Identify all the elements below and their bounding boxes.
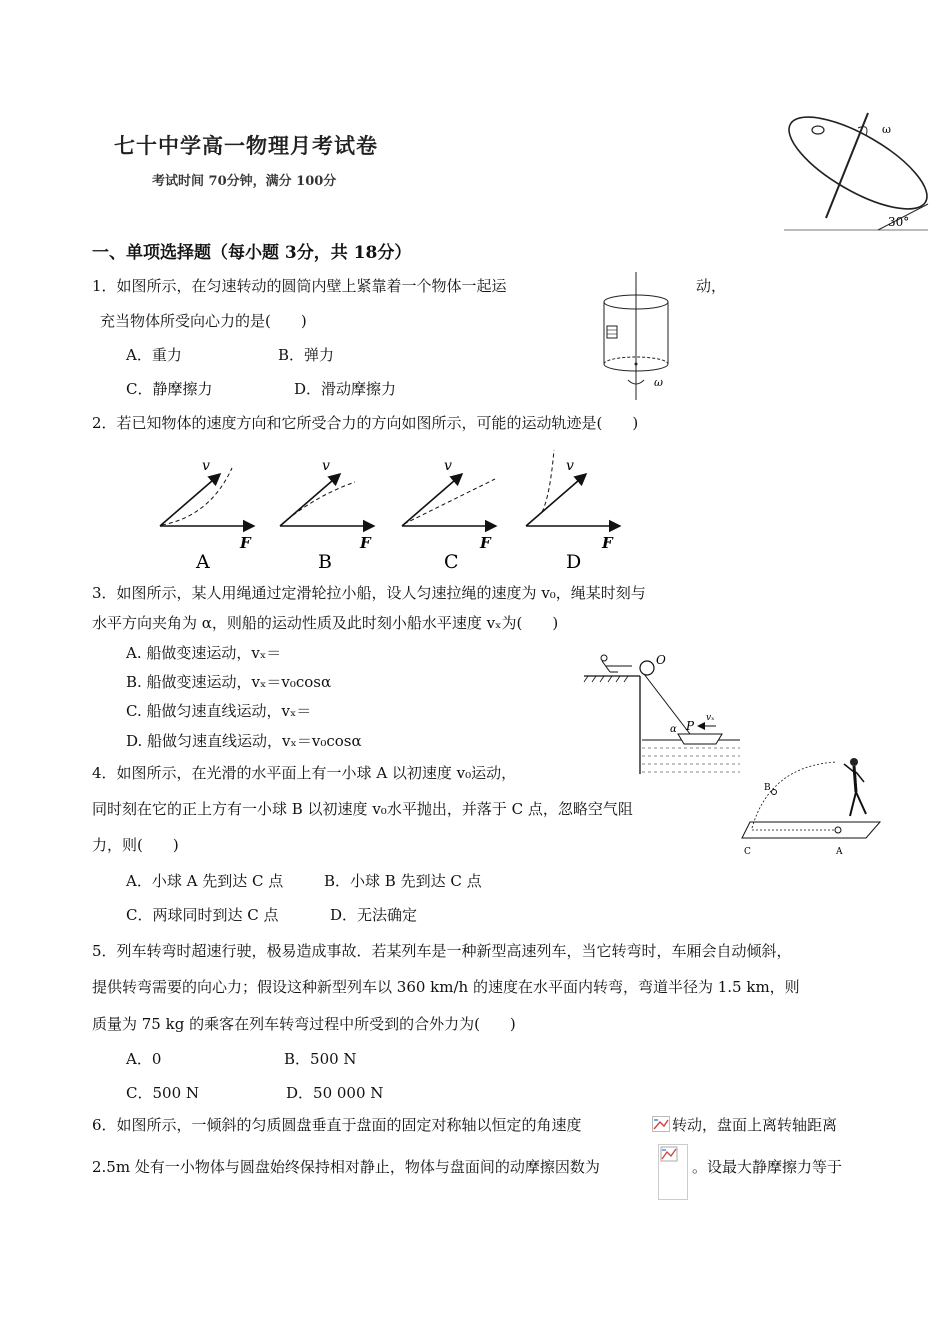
q3-option-d: D. 船做匀速直线运动，vₓ＝v₀cosα: [126, 732, 362, 750]
option-c-diagram: [402, 458, 496, 573]
q5-stem-line3: 质量为 75 kg 的乘客在列车转弯过程中所受到的合外力为( ): [92, 1015, 516, 1033]
velocity-label: v: [566, 458, 574, 474]
q3-option-a: A. 船做变速运动，vₓ＝: [126, 644, 282, 662]
q3-option-b: B. 船做变速运动，vₓ＝v₀cosα: [126, 673, 332, 691]
projectile-figure: [740, 756, 890, 856]
q3-stem-line1: 3．如图所示，某人用绳通过定滑轮拉小船，设人匀速拉绳的速度为 v₀，绳某时刻与: [92, 584, 646, 602]
broken-image-icon: [658, 1144, 688, 1200]
point-c-label: C: [744, 847, 751, 856]
force-label: F: [360, 534, 371, 552]
q1-stem-line1: 1．如图所示，在匀速转动的圆筒内壁上紧靠着一个物体一起运: [92, 277, 507, 295]
ball-b-label: B: [764, 783, 771, 793]
q2-stem: 2．若已知物体的速度方向和它所受合力的方向如图所示，可能的运动轨迹是( ): [92, 414, 639, 432]
q4-stem-line2: 同时刻在它的正上方有一小球 B 以初速度 v₀水平抛出，并落于 C 点，忽略空气阻: [92, 800, 633, 818]
option-c-label: C: [444, 551, 459, 573]
q3-option-c: C. 船做匀速直线运动，vₓ＝: [126, 702, 312, 720]
force-label: F: [602, 534, 613, 552]
q5-option-d: D．50 000 N: [286, 1084, 384, 1102]
q4-option-c: C．两球同时到达 C 点: [126, 906, 279, 924]
tilted-disc-figure: [778, 108, 938, 238]
angle-label: 30°: [888, 215, 910, 229]
q6-stem-line1-end: 转动，盘面上离转轴距离: [672, 1116, 838, 1134]
force-label: F: [240, 534, 251, 552]
q5-option-c: C．500 N: [126, 1084, 200, 1102]
vx-label: vₓ: [706, 713, 715, 723]
q5-option-b: B．500 N: [284, 1050, 357, 1068]
q4-option-d: D．无法确定: [330, 906, 418, 924]
option-a-diagram: [160, 458, 254, 573]
boat-pulley-figure: [582, 650, 742, 778]
q1-stem-line1-end: 动，: [696, 277, 727, 295]
option-b-label: B: [318, 551, 332, 573]
point-a-label: A: [836, 847, 843, 856]
force-label: F: [480, 534, 491, 552]
boat-point-label: P: [686, 719, 695, 733]
q1-option-d: D．滑动摩擦力: [294, 380, 397, 398]
q1-option-b: B．弹力: [278, 346, 335, 364]
q1-option-c: C．静摩擦力: [126, 380, 213, 398]
option-d-diagram: [526, 450, 620, 573]
q6-stem-line1: 6．如图所示，一倾斜的匀质圆盘垂直于盘面的固定对称轴以恒定的角速度: [92, 1116, 582, 1134]
q4-stem-line1: 4．如图所示，在光滑的水平面上有一小球 A 以初速度 v₀运动，: [92, 764, 517, 782]
velocity-label: v: [202, 458, 210, 474]
option-d-label: D: [566, 551, 582, 573]
q5-stem-line2: 提供转弯需要的向心力；假设这种新型列车以 360 km/h 的速度在水平面内转弯，弯道半径为 1.5 km，则: [92, 978, 800, 996]
q4-stem-line3: 力，则( ): [92, 836, 179, 854]
option-a-label: A: [196, 551, 210, 573]
q6-stem-line2-end: 。设最大静摩擦力等于: [692, 1158, 843, 1176]
q4-option-a: A．小球 A 先到达 C 点: [126, 872, 284, 890]
q5-stem-line1: 5．列车转弯时超速行驶，极易造成事故．若某列车是一种新型高速列车，当它转弯时，车厢会自动倾斜，: [92, 942, 792, 960]
q4-option-b: B．小球 B 先到达 C 点: [324, 872, 482, 890]
rotating-cylinder-figure: [596, 272, 696, 402]
angle-alpha-label: α: [670, 724, 677, 735]
trajectory-options-figure: [150, 446, 630, 576]
page-title: 七十中学高一物理月考试卷: [114, 133, 378, 158]
q6-stem-line2: 2.5m 处有一小物体与圆盘始终保持相对静止，物体与盘面间的动摩擦因数为: [92, 1158, 600, 1176]
q5-option-a: A．0: [126, 1050, 162, 1068]
omega-label: ω: [654, 376, 663, 389]
pulley-label: O: [656, 653, 666, 667]
omega-label: ω: [882, 123, 891, 136]
broken-image-icon: [652, 1116, 670, 1132]
exam-info: 考试时间 70分钟，满分 100分: [152, 174, 337, 189]
q1-stem-line2: 充当物体所受向心力的是( ): [100, 312, 307, 330]
velocity-label: v: [444, 458, 452, 474]
velocity-label: v: [322, 458, 330, 474]
option-b-diagram: [280, 458, 374, 573]
section-heading: 一、单项选择题（每小题 3分，共 18分）: [92, 243, 412, 263]
q3-stem-line2: 水平方向夹角为 α，则船的运动性质及此时刻小船水平速度 vₓ为( ): [92, 614, 559, 632]
q1-option-a: A．重力: [126, 346, 182, 364]
